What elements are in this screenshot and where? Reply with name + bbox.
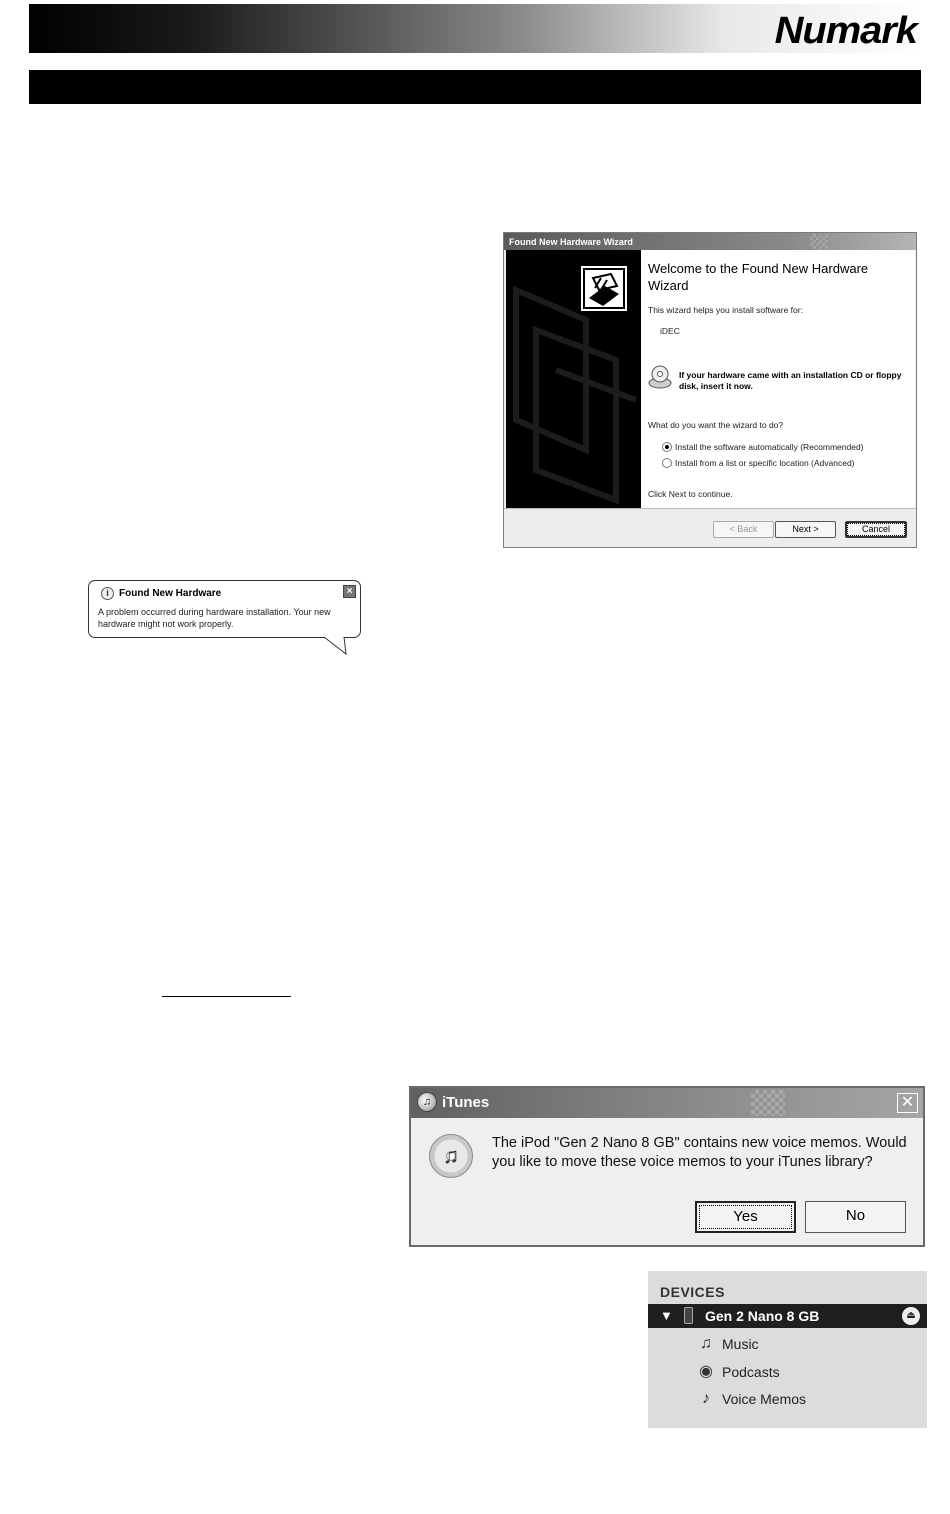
next-button[interactable]: Next > [775,521,836,538]
itunes-cd-icon: ♫ [429,1134,473,1178]
device-row-selected[interactable] [648,1304,927,1328]
numark-logo: Numark [774,10,917,52]
title-pattern [751,1090,785,1116]
cd-notice: If your hardware came with an installation CD or floppy disk, insert it now. [679,370,902,391]
info-icon: i [101,587,114,600]
wizard-heading: Welcome to the Found New Hardware Wizard [648,261,869,293]
yes-button[interactable]: Yes [695,1201,796,1233]
wizard-footer [504,508,916,548]
device-item-label: Podcasts [722,1364,780,1380]
option-install-automatically[interactable]: Install the software automatically (Recommended) [675,442,864,452]
radio-install-from-list[interactable] [662,458,672,468]
balloon-title: Found New Hardware [119,588,222,599]
music-note-icon: ♫ [700,1335,712,1352]
close-icon[interactable]: ✕ [897,1093,918,1113]
wizard-content [641,250,915,508]
back-button[interactable]: < Back [713,521,774,538]
itunes-title-bar [411,1088,923,1118]
option-install-from-list[interactable]: Install from a list or specific location (Advanced) [675,458,855,468]
continue-hint: Click Next to continue. [648,489,733,499]
device-name: Gen 2 Nano 8 GB [705,1308,820,1324]
eject-icon[interactable]: ⏏ [902,1307,920,1325]
radio-install-automatically[interactable] [662,442,672,452]
ipod-icon [684,1307,693,1324]
title-pattern [810,234,828,249]
itunes-title: iTunes [442,1094,490,1111]
underline-rule [162,996,291,997]
voice-memo-message: The iPod "Gen 2 Nano 8 GB" contains new voice memos. Would you like to move these voice memos to your iTunes library? [492,1135,907,1170]
cancel-button[interactable]: Cancel [845,521,907,538]
devices-heading: DEVICES [660,1284,725,1300]
wizard-side-panel [506,250,641,508]
disclosure-triangle-icon[interactable]: ▼ [660,1308,673,1323]
itunes-dialog [409,1086,925,1247]
cd-icon [647,364,673,390]
found-new-hardware-balloon[interactable] [88,580,361,638]
wizard-title-bar: Found New Hardware Wizard [504,233,916,250]
device-item-label: Voice Memos [722,1391,807,1407]
wizard-intro: This wizard helps you install software for: [648,305,803,315]
itunes-devices-panel [648,1271,927,1428]
balloon-tail [322,636,352,656]
wizard-question: What do you want the wizard to do? [648,420,784,430]
device-name: iDEC [660,326,680,336]
section-title-bar [29,70,921,104]
podcast-icon: ◉ [699,1363,713,1380]
balloon-message: A problem occurred during hardware installation. Your new hardware might not work properly. [98,607,331,629]
itunes-logo-icon: ♫ [417,1092,437,1112]
device-item-label: Music [722,1336,759,1352]
no-button[interactable]: No [805,1201,906,1233]
hardware-wizard-icon [579,264,629,313]
voice-memo-icon: ♪ [702,1390,710,1407]
close-icon[interactable]: × [343,585,356,598]
found-new-hardware-wizard [503,232,917,548]
header-gradient-band [29,4,921,53]
